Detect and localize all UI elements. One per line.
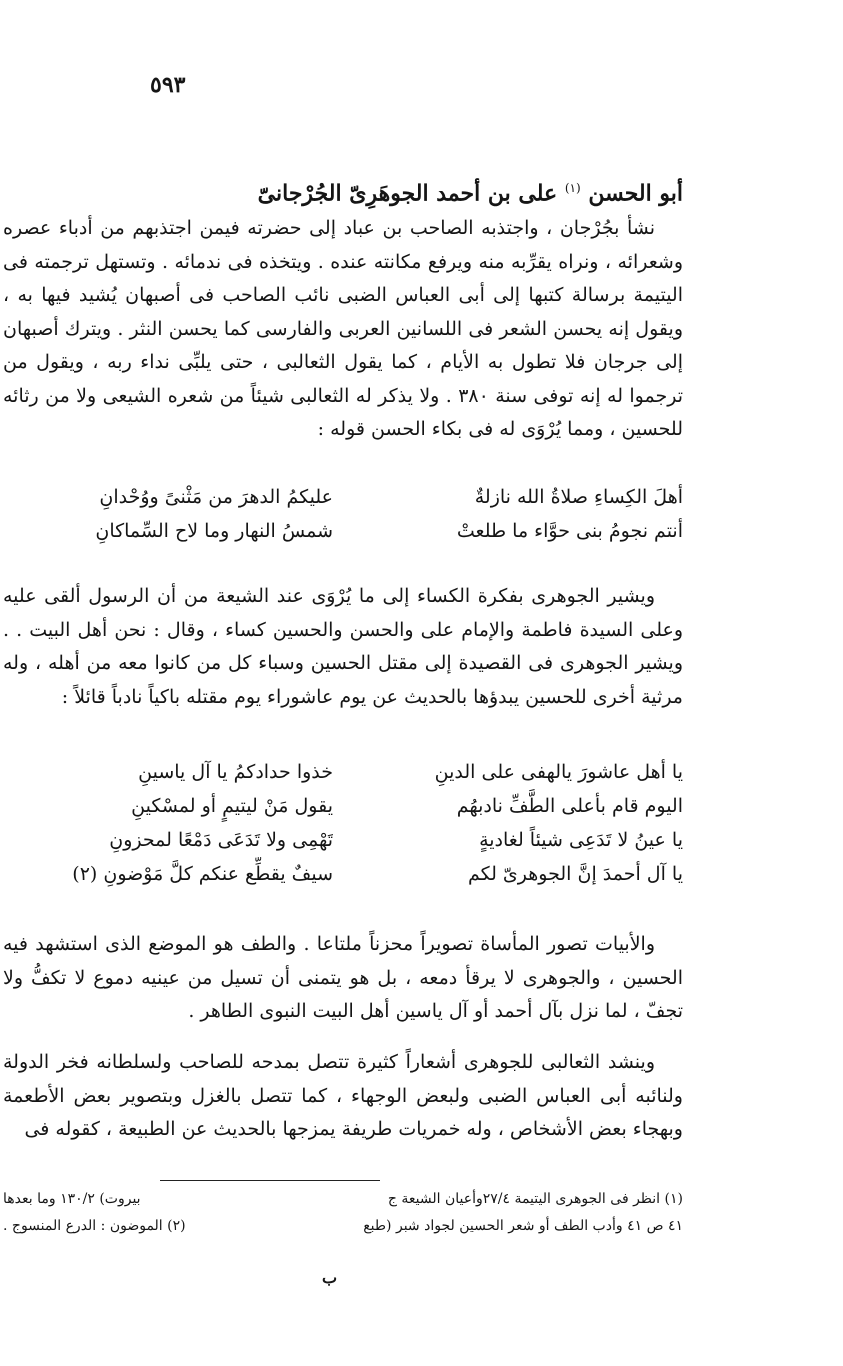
verse-hemistich-first: أهلَ الكِساءِ صلاةُ الله نازلةٌ — [474, 486, 683, 508]
verse-line — [33, 823, 683, 857]
verse-line — [33, 857, 683, 891]
paragraph-4: وينشد الثعالبى للجوهرى أشعاراً كثيرة تتصل بمدحه للصاحب ولسلطانه فخر الدولة ولنائبه أبى العباس الضبى ولبعض الوجهاء ، كما تتصل بالغزل وبتصوير بعض الأطعمة وبهجاء بعض الأشخاص ، وله خمريات طريفة يمزجها بالحديث عن الطبيعة ، كقوله فى — [3, 1051, 683, 1140]
verse-hemistich-second: شمسُ النهار وما لاح السِّماكانِ — [95, 520, 333, 542]
paragraph-3: والأبيات تصور المأساة تصويراً محزناً ملتاعا . والطف هو الموضع الذى استشهد فيه الحسين ، والجوهرى لا يرقأ دمعه ، بل هو يتمنى أن تسيل من عينيه دموع لا تكفُّ ولا تجفّ ، لما نزل بآل أحمد أو آل ياسين أهل البيت النبوى الطاهر . — [3, 933, 683, 1022]
verse-line — [33, 789, 683, 823]
footnote-text: ٤١ ص ٤١ وأدب الطف أو شعر الحسين لجواد شبر (طبع — [363, 1218, 683, 1234]
paragraph-3-block — [3, 928, 683, 1029]
paragraph-4-block — [3, 1046, 683, 1147]
verse-hemistich-first: يا أهل عاشورَ يالهفى على الدينِ — [434, 761, 683, 783]
paragraph-2: ويشير الجوهرى بفكرة الكساء إلى ما يُرْوَى عند الشيعة من أن الرسول ألقى عليه وعلى السيدة فاطمة والإمام على والحسن والحسين كساء ، وقال : نحن أهل البيت . . ويشير الجوهرى فى القصيدة إلى مقتل الحسين وسباء كل من كانوا معه من أهله ، وله مرثية أخرى للحسين يبدؤها بالحديث عن يوم عاشوراء يوم مقتله باكياً نادباً قائلاً : — [3, 585, 683, 708]
footnote-line — [3, 1213, 683, 1240]
verse-hemistich-first: يا عينُ لا تَدَعِى شيئاً لغاديةٍ — [479, 829, 683, 851]
section-heading — [123, 172, 683, 209]
verse-line — [33, 755, 683, 789]
footnote-text: بيروت) ١٣٠/٢ وما بعدها — [3, 1191, 141, 1207]
paragraph-1-block — [3, 212, 683, 447]
verse-hemistich-first: أنتم نجومُ بنى حوَّاء ما طلعتْ — [456, 520, 683, 542]
verse-line — [33, 480, 683, 514]
verse-group-2 — [33, 755, 683, 891]
footnote-text: (١) انظر فى الجوهرى اليتيمة ٢٧/٤وأعيان الشيعة ج — [387, 1191, 683, 1207]
footnote-line — [3, 1186, 683, 1213]
page-number: ٥٩٣ — [150, 72, 186, 98]
heading-note-ref: (١) — [564, 181, 581, 195]
verse-hemistich-second: سيفٌ يقطِّع عنكم كلَّ مَوْضونِ (٢) — [72, 863, 333, 885]
heading-kunya: أبو الحسن — [588, 180, 683, 207]
footnote-text: (٢) الموضون : الدرع المنسوج . — [3, 1218, 186, 1234]
verse-group-1 — [33, 480, 683, 548]
verse-hemistich-second: تَهْمِى ولا تَدَعَى دَمْعًا لمحزونِ — [109, 829, 333, 851]
paragraph-1: نشأ بجُرْجان ، واجتذبه الصاحب بن عباد إلى حضرته فيمن اجتذبهم من أدباء عصره وشعرائه ، ونراه يقرِّبه منه ويرفع مكانته عنده . ويتخذه فى ندمائه . وتستهل ترجمته فى اليتيمة برسالة كتبها إلى أبى العباس الضبى نائب الصاحب فى أصبهان يُشيد فيها به ، ويقول إنه يحسن الشعر فى اللسانين العربى والفارسى كما يحسن النثر . ويترك أصبهان إلى جرجان فلا تطول به الأيام ، كما يقول الثعالبى ، حتى يلبِّى نداء ربه ، ويقول من ترجموا له إنه توفى سنة ٣٨٠ . ولا يذكر له الثعالبى شيئاً من شعره الشيعى ولا من رثائه للحسين ، ومما يُرْوَى له فى بكاء الحسن قوله : — [3, 217, 683, 440]
printer-signature-mark: ب — [322, 1268, 338, 1287]
verse-hemistich-second: خذوا حدادكمُ يا آل ياسينِ — [138, 761, 333, 783]
verse-hemistich-second: يقول مَنْ ليتيمٍ أو لمسْكينِ — [131, 795, 333, 817]
verse-hemistich-first: يا آل أحمدَ إنَّ الجوهرىّ لكم — [467, 863, 683, 885]
verse-line — [33, 514, 683, 548]
heading-name: على بن أحمد الجوهَرِىّ الجُرْجانىّ — [257, 180, 558, 207]
verse-hemistich-first: اليوم قام بأعلى الطَّفِّ نادبهُم — [456, 795, 683, 817]
paragraph-2-block — [3, 580, 683, 714]
verse-hemistich-second: عليكمُ الدهرَ من مَثْنىً ووُحْدانِ — [99, 486, 333, 508]
footnote-divider — [160, 1180, 380, 1181]
footnotes — [3, 1186, 683, 1240]
